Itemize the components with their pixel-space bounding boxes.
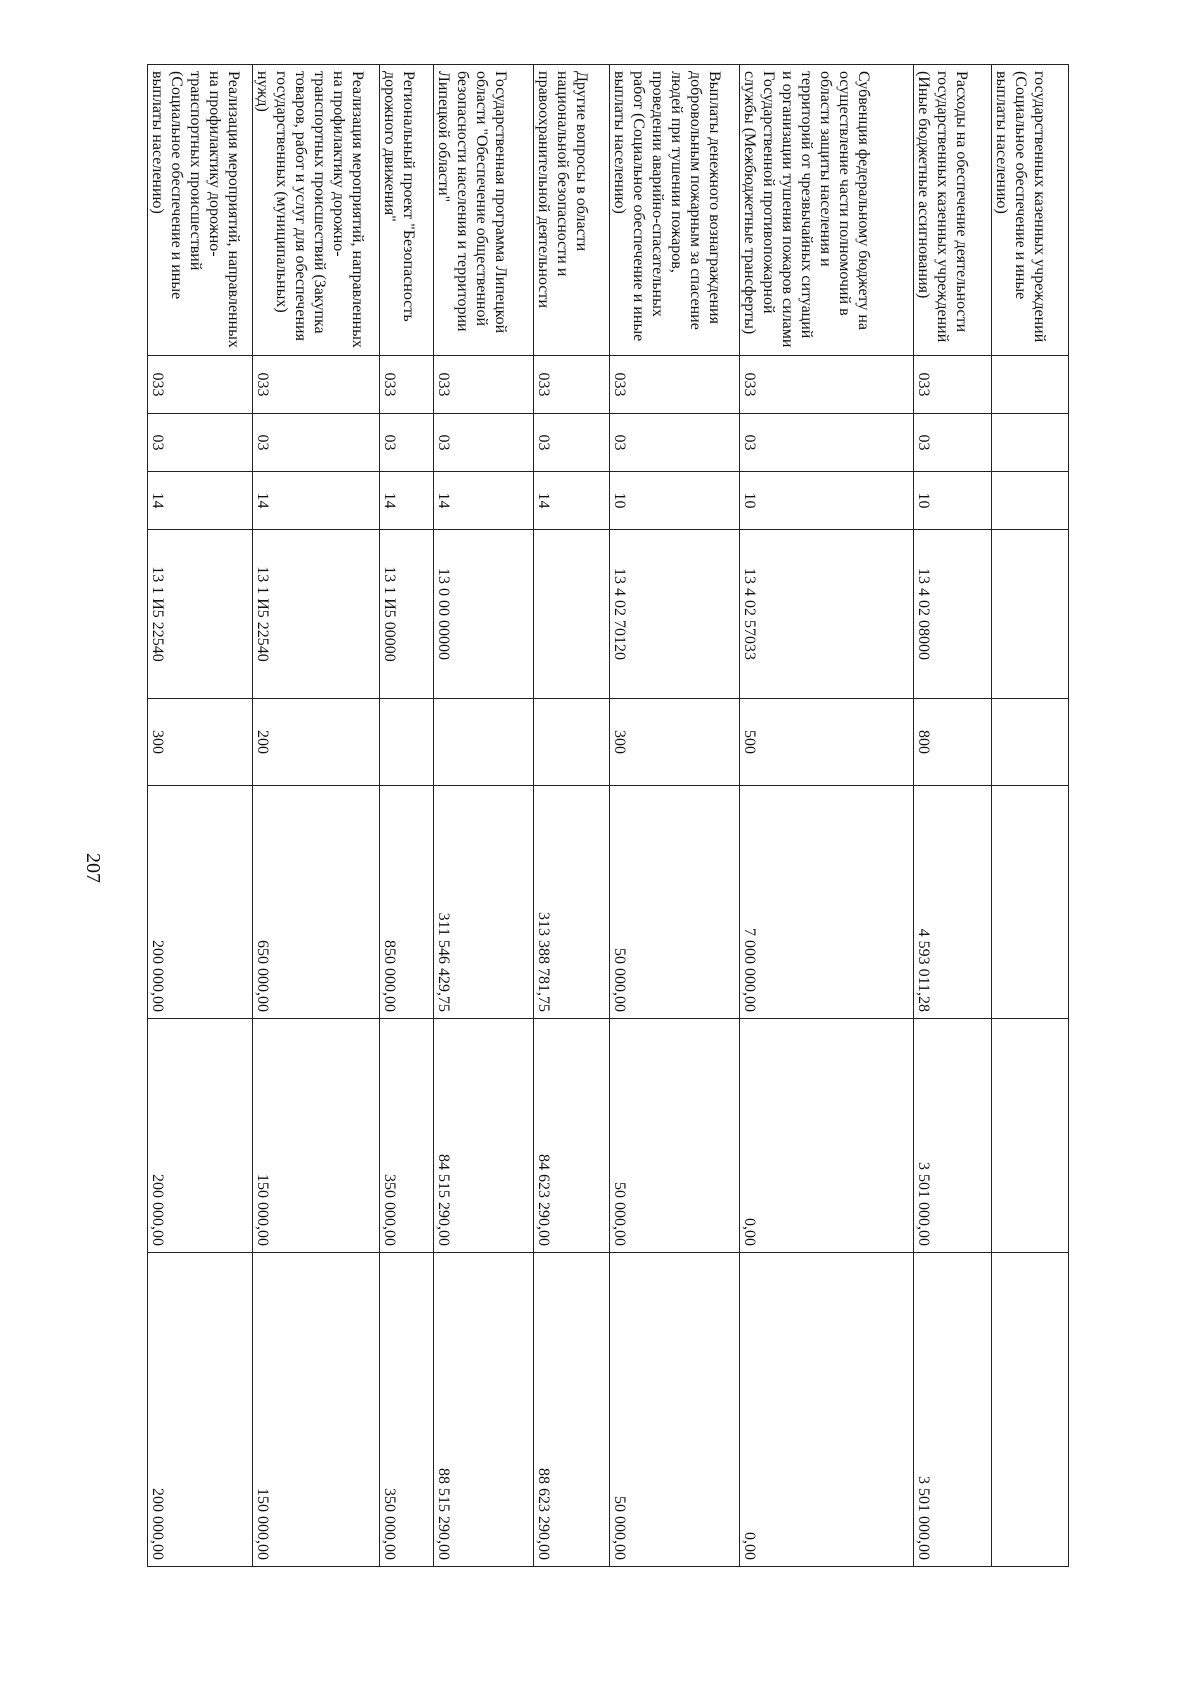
row-name: государственных казенных учреждений (Социальное обеспечение и иные выплаты населению) — [992, 65, 1069, 356]
table-row — [434, 65, 533, 1567]
subsection-code: 10 — [739, 472, 913, 530]
amount-year3: 150 000,00 — [252, 1253, 379, 1567]
ministry-code — [992, 356, 1069, 414]
ministry-code: 033 — [379, 356, 433, 414]
amount-year1: 850 000,00 — [379, 786, 433, 1019]
amount-year3: 50 000,00 — [609, 1253, 739, 1567]
amount-year1 — [992, 786, 1069, 1019]
row-name: Субвенция федеральному бюджету на осуществление части полномочий в области защиты населения и территорий от чрезвычайных ситуаций и организации тушения пожаров силами Государственной противопожарной службы (Межбюджетные трансферты) — [739, 65, 913, 356]
section-code: 03 — [148, 414, 253, 472]
amount-year1: 4 593 011,28 — [914, 786, 992, 1019]
amount-year3: 200 000,00 — [148, 1253, 253, 1567]
table-row — [914, 65, 992, 1567]
target-code — [533, 530, 609, 699]
section-code: 03 — [379, 414, 433, 472]
expense-type-code: 300 — [148, 699, 253, 786]
ministry-code: 033 — [252, 356, 379, 414]
section-code: 03 — [252, 414, 379, 472]
amount-year1: 313 388 781,75 — [533, 786, 609, 1019]
expense-type-code: 800 — [914, 699, 992, 786]
amount-year3 — [992, 1253, 1069, 1567]
expense-type-code — [379, 699, 433, 786]
row-name: Государственная программа Липецкой области "Обеспечение общественной безопасности населения и территории Липецкой области" — [434, 65, 533, 356]
subsection-code: 14 — [434, 472, 533, 530]
row-name: Другие вопросы в области национальной безопасности и правоохранительной деятельности — [533, 65, 609, 356]
table-row — [992, 65, 1069, 1567]
section-code: 03 — [914, 414, 992, 472]
row-name: Расходы на обеспечение деятельности государственных казенных учреждений (Иные бюджетные ассигнования) — [914, 65, 992, 356]
expense-type-code — [533, 699, 609, 786]
target-code: 13 0 00 00000 — [434, 530, 533, 699]
target-code: 13 4 02 57033 — [739, 530, 913, 699]
section-code: 03 — [609, 414, 739, 472]
ministry-code: 033 — [609, 356, 739, 414]
amount-year2: 50 000,00 — [609, 1019, 739, 1253]
table-row — [252, 65, 379, 1567]
amount-year3: 3 501 000,00 — [914, 1253, 992, 1567]
row-name: Реализация мероприятий, направленных на профилактику дорожно-транспортных происшествий (Закупка товаров, работ и услуг для обеспечения государственных (муниципальных) нужд) — [252, 65, 379, 356]
section-code — [992, 414, 1069, 472]
amount-year2: 84 623 290,00 — [533, 1019, 609, 1253]
budget-table — [147, 64, 1069, 1567]
row-name: Региональный проект "Безопасность дорожного движения" — [379, 65, 433, 356]
section-code: 03 — [533, 414, 609, 472]
amount-year2 — [992, 1019, 1069, 1253]
amount-year3: 88 515 290,00 — [434, 1253, 533, 1567]
amount-year2: 200 000,00 — [148, 1019, 253, 1253]
expense-type-code: 300 — [609, 699, 739, 786]
table-row — [379, 65, 433, 1567]
table-row — [739, 65, 913, 1567]
section-code: 03 — [434, 414, 533, 472]
amount-year1: 200 000,00 — [148, 786, 253, 1019]
amount-year2: 350 000,00 — [379, 1019, 433, 1253]
expense-type-code: 500 — [739, 699, 913, 786]
subsection-code: 10 — [914, 472, 992, 530]
table-row — [609, 65, 739, 1567]
amount-year1: 7 000 000,00 — [739, 786, 913, 1019]
target-code — [992, 530, 1069, 699]
expense-type-code — [992, 699, 1069, 786]
subsection-code: 10 — [609, 472, 739, 530]
subsection-code: 14 — [533, 472, 609, 530]
amount-year2: 3 501 000,00 — [914, 1019, 992, 1253]
ministry-code: 033 — [148, 356, 253, 414]
amount-year1: 650 000,00 — [252, 786, 379, 1019]
ministry-code: 033 — [434, 356, 533, 414]
table-row — [533, 65, 609, 1567]
ministry-code: 033 — [533, 356, 609, 414]
row-name: Выплаты денежного вознаграждения добровольным пожарным за спасение людей при тушении пожаров, проведении аварийно-спасательных работ (Социальное обеспечение и иные выплаты населению) — [609, 65, 739, 356]
row-name: Реализация мероприятий, направленных на профилактику дорожно-транспортных происшествий (Социальное обеспечение и иные выплаты населению) — [148, 65, 253, 356]
target-code: 13 1 И5 00000 — [379, 530, 433, 699]
section-code: 03 — [739, 414, 913, 472]
subsection-code: 14 — [148, 472, 253, 530]
amount-year3: 350 000,00 — [379, 1253, 433, 1567]
expense-type-code — [434, 699, 533, 786]
target-code: 13 4 02 08000 — [914, 530, 992, 699]
amount-year3: 0,00 — [739, 1253, 913, 1567]
amount-year2: 84 515 290,00 — [434, 1019, 533, 1253]
table-row — [148, 65, 253, 1567]
target-code: 13 1 И5 22540 — [148, 530, 253, 699]
target-code: 13 1 И5 22540 — [252, 530, 379, 699]
amount-year1: 50 000,00 — [609, 786, 739, 1019]
amount-year2: 0,00 — [739, 1019, 913, 1253]
page-number: 207 — [82, 853, 104, 883]
subsection-code — [992, 472, 1069, 530]
table-body — [148, 65, 1069, 1567]
subsection-code: 14 — [252, 472, 379, 530]
ministry-code: 033 — [739, 356, 913, 414]
rotated-table-container — [147, 64, 1069, 1566]
subsection-code: 14 — [379, 472, 433, 530]
amount-year1: 311 546 429,75 — [434, 786, 533, 1019]
ministry-code: 033 — [914, 356, 992, 414]
expense-type-code: 200 — [252, 699, 379, 786]
target-code: 13 4 02 70120 — [609, 530, 739, 699]
amount-year2: 150 000,00 — [252, 1019, 379, 1253]
amount-year3: 88 623 290,00 — [533, 1253, 609, 1567]
